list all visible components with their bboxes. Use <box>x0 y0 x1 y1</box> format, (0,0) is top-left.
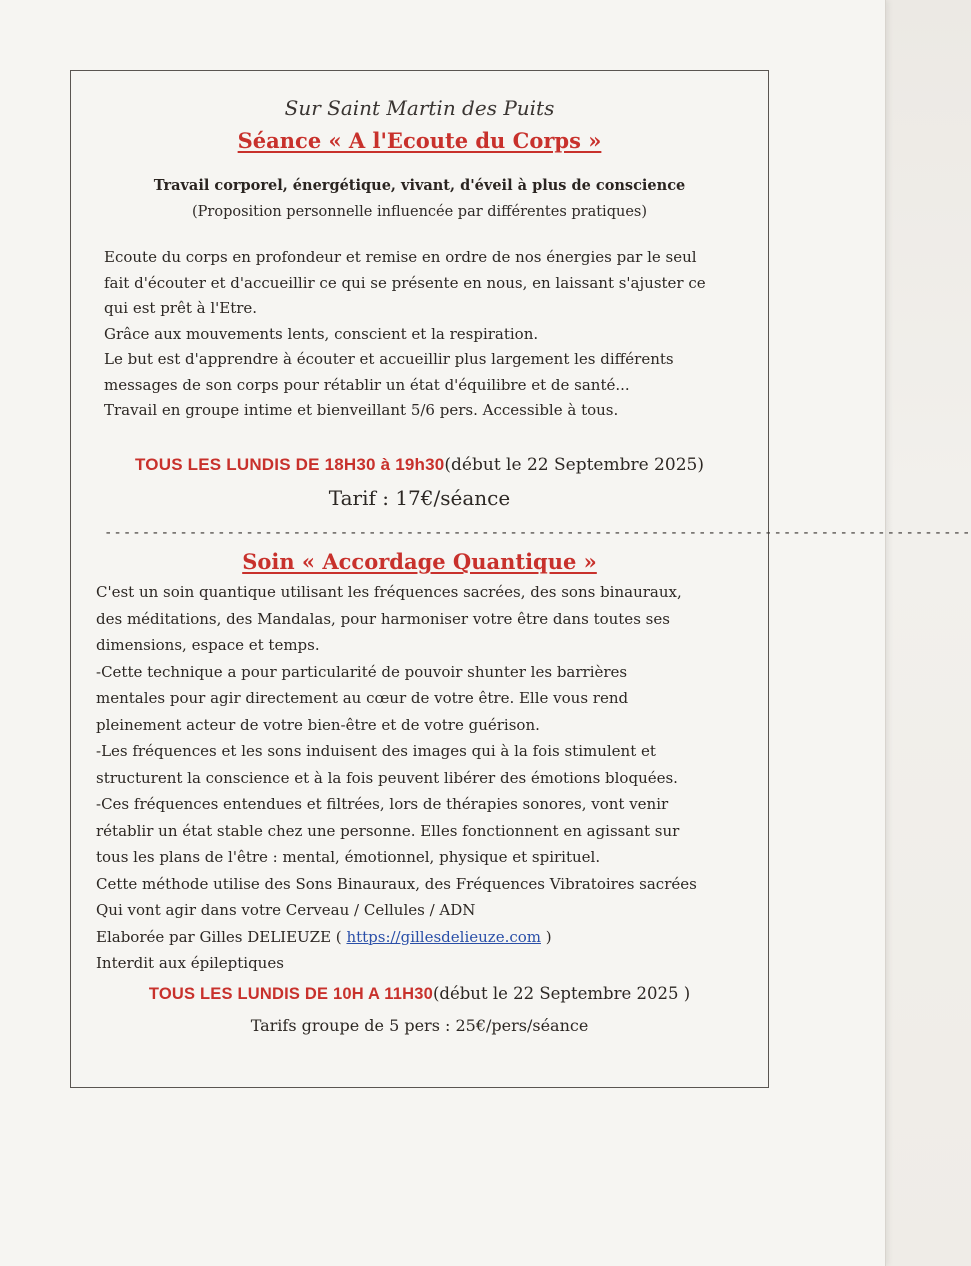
section1-subtitle: Travail corporel, énergétique, vivant, d'éveil à plus de conscience <box>153 177 686 194</box>
section1-start-date: (début le 22 Septembre 2025) <box>444 455 704 475</box>
section1-tarif: Tarif : 17€/séance <box>328 486 511 510</box>
description-line: messages de son corps pour rétablir un état d'équilibre et de santé... <box>104 375 630 394</box>
section2-schedule-time: TOUS LES LUNDIS DE 10H A 11H30 <box>148 985 433 1003</box>
section2-start-date: (début le 22 Septembre 2025 ) <box>432 984 691 1003</box>
description-line: Cette méthode utilise des Sons Binauraux, des Fréquences Vibratoires sacrées <box>96 874 697 893</box>
description-line: -Ces fréquences entendues et filtrées, lors de thérapies sonores, vont venir <box>96 795 669 813</box>
section1-title: Séance « A l'Ecoute du Corps » <box>237 128 602 153</box>
description-line: rétablir un état stable chez une personne. Elles fonctionnent en agissant sur <box>96 821 680 840</box>
section2-title: Soin « Accordage Quantique » <box>242 549 597 574</box>
description-line: -Cette technique a pour particularité de pouvoir shunter les barrières <box>96 662 628 681</box>
description-line: mentales pour agir directement au cœur de votre être. Elle vous rend <box>96 689 629 707</box>
description-line: -Les fréquences et les sons induisent des images qui à la fois stimulent et <box>96 742 656 760</box>
author-suffix: ) <box>541 927 552 946</box>
author-website-link[interactable]: https://gillesdelieuze.com <box>346 927 541 946</box>
location-heading: Sur Saint Martin des Puits <box>284 96 555 120</box>
section1-schedule-time: TOUS LES LUNDIS DE 18H30 à 19h30 <box>135 455 445 474</box>
description-line: qui est prêt à l'Etre. <box>104 299 258 317</box>
section1-note: (Proposition personnelle influencée par différentes pratiques) <box>192 204 647 220</box>
description-line: structurent la conscience et à la fois peuvent libérer des émotions bloquées. <box>96 768 678 787</box>
dashed-separator: -------------------------------------------------------------------------------------------- <box>104 525 971 541</box>
description-line: Qui vont agir dans votre Cerveau / Cellules / ADN <box>96 901 476 919</box>
description-line: Travail en groupe intime et bienveillant 5/6 pers. Accessible à tous. <box>104 401 619 419</box>
description-line: pleinement acteur de votre bien-être et de votre guérison. <box>96 715 540 734</box>
description-line: des méditations, des Mandalas, pour harmoniser votre être dans toutes ses <box>96 609 670 628</box>
warning-line: Interdit aux épileptiques <box>96 954 284 972</box>
section2-description <box>96 579 756 977</box>
section1-description <box>104 245 754 424</box>
section2-tarif: Tarifs groupe de 5 pers : 25€/pers/séance <box>250 1016 589 1035</box>
description-line: C'est un soin quantique utilisant les fréquences sacrées, des sons binauraux, <box>96 583 682 601</box>
description-line: Ecoute du corps en profondeur et remise en ordre de nos énergies par le seul <box>104 248 697 266</box>
description-line: fait d'écouter et d'accueillir ce qui se présente en nous, en laissant s'ajuster ce <box>104 273 706 292</box>
author-line <box>96 924 756 951</box>
description-line: tous les plans de l'être : mental, émotionnel, physique et spirituel. <box>96 848 601 866</box>
section1-schedule <box>71 455 768 475</box>
section2-schedule <box>71 984 768 1004</box>
description-line: Grâce aux mouvements lents, conscient et la respiration. <box>104 324 539 343</box>
description-line: dimensions, espace et temps. <box>96 636 320 654</box>
author-prefix: Elaborée par Gilles DELIEUZE ( <box>96 927 347 946</box>
description-line: Le but est d'apprendre à écouter et accueillir plus largement les différents <box>104 350 674 368</box>
flyer-frame <box>70 70 971 1088</box>
